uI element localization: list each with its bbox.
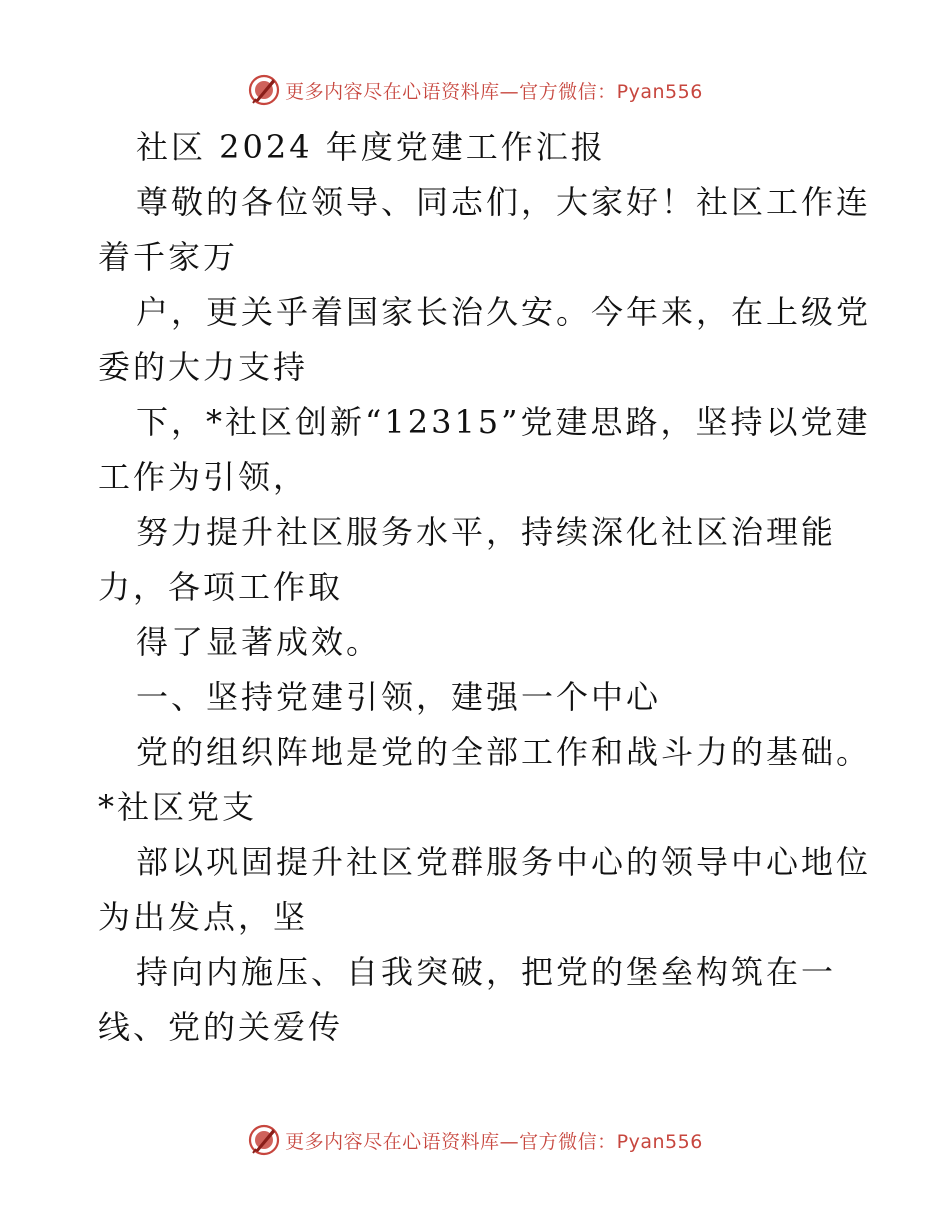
document-title: 社区 2024 年度党建工作汇报 [136,128,606,166]
text-line: 部以巩固提升社区党群服务中心的领导中心地位 [136,843,872,881]
header-banner-text: 更多内容尽在心语资料库—官方微信：Pyan556 [285,80,703,103]
text-line: 着千家万 [98,238,239,276]
text-line: 委的大力支持 [98,348,309,386]
quill-logo-icon [247,73,281,107]
footer-banner-text: 更多内容尽在心语资料库—官方微信：Pyan556 [285,1130,703,1153]
text-line: 力，各项工作取 [98,568,344,606]
quill-logo-icon [247,1123,281,1157]
text-line: 努力提升社区服务水平，持续深化社区治理能 [136,513,837,551]
text-line: 线、党的关爱传 [98,1008,344,1046]
text-line: 持向内施压、自我突破，把党的堡垒构筑在一 [136,953,837,991]
header-watermark-banner [0,70,950,110]
document-body [98,120,872,1055]
text-line: 尊敬的各位领导、同志们，大家好！社区工作连 [136,183,872,221]
text-line: 党的组织阵地是党的全部工作和战斗力的基础。 [136,733,872,771]
text-line: 为出发点，坚 [98,898,309,936]
text-line: 工作为引领， [98,458,309,496]
text-line: 下，*社区创新“12315”党建思路，坚持以党建 [136,403,871,441]
section-heading: 一、坚持党建引领，建强一个中心 [136,678,662,716]
text-line: *社区党支 [98,788,258,826]
footer-watermark-banner [0,1120,950,1160]
text-line: 户，更关乎着国家长治久安。今年来，在上级党 [136,293,872,331]
text-line: 得了显著成效。 [136,623,382,661]
